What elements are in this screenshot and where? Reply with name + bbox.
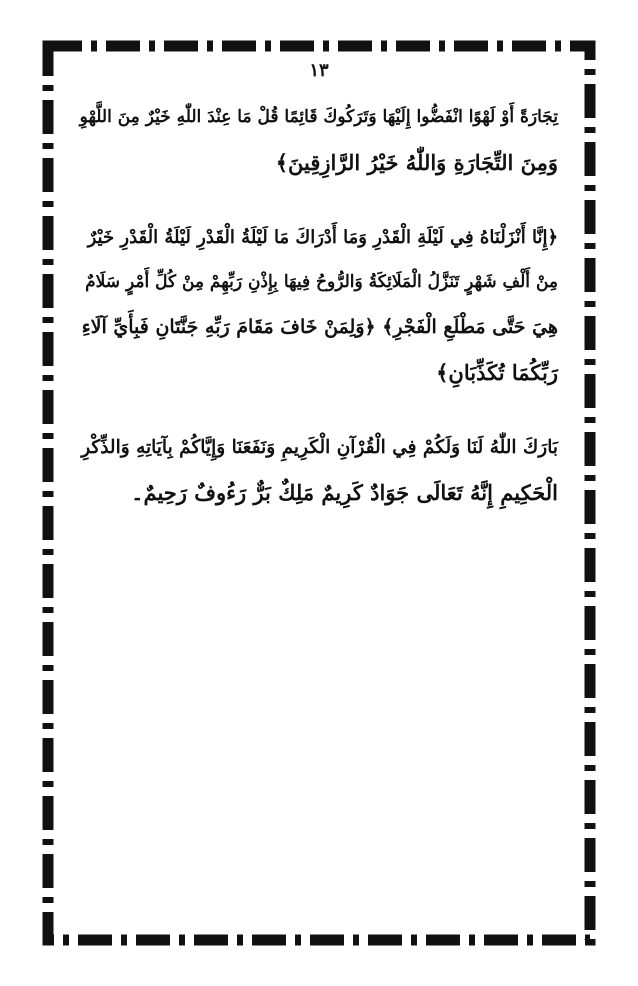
text-line: بَارَكَ اللّٰهُ لَنَا وَلَكُمْ فِي الْقُرْآنِ الْكَرِيمِ وَنَفَعَنَا وَإِيَّاكُمْ بِآيَاتِهِ وَالذِّكْرِ [81,437,558,458]
page-number: ١٣ [309,60,329,81]
text-line: ﴿إِنَّا أَنْزَلْنَاهُ فِي لَيْلَةِ الْقَدْرِ وَمَا أَدْرَاكَ مَا لَيْلَةُ الْقَدْرِ لَيْلَةُ الْقَدْرِ خَيْرٌ [87,227,558,248]
closing-paragraph [80,425,558,515]
text-line: وَمِنَ التِّجَارَةِ وَاللّٰهُ خَيْرُ الرَّازِقِينَ﴾ [275,150,558,175]
text-line: تِجَارَةً أَوْ لَهْوًا انْفَضُّوا إِلَيْهَا وَتَرَكُوكَ قَائِمًا قُلْ مَا عِنْدَ اللّٰهِ خَيْرٌ مِنَ اللَّهْوِ [79,107,558,127]
verse-paragraph-2 [80,215,558,395]
text-line: مِنْ أَلْفِ شَهْرٍ تَنَزَّلُ الْمَلَائِكَةُ وَالرُّوحُ فِيهَا بِإِذْنِ رَبِّهِمْ مِنْ كُلِّ أَمْرٍ سَلَامٌ [85,272,558,292]
text-line: رَبِّكُمَا تُكَذِّبَانِ﴾ [436,360,558,385]
verse-paragraph-1 [80,95,558,185]
page-content [80,60,558,545]
text-line: الْحَكِيمِ إِنَّهُ تَعَالَى جَوَادٌ كَرِيمٌ مَلِكٌ بَرٌّ رَءُوفٌ رَحِيمٌ۔ [131,480,558,505]
text-line: هِيَ حَتَّى مَطْلَعِ الْفَجْرِ﴾ ﴿وَلِمَنْ خَافَ مَقَامَ رَبِّهِ جَنَّتَانِ فَبِأَيِّ آلَاءِ [81,316,558,338]
